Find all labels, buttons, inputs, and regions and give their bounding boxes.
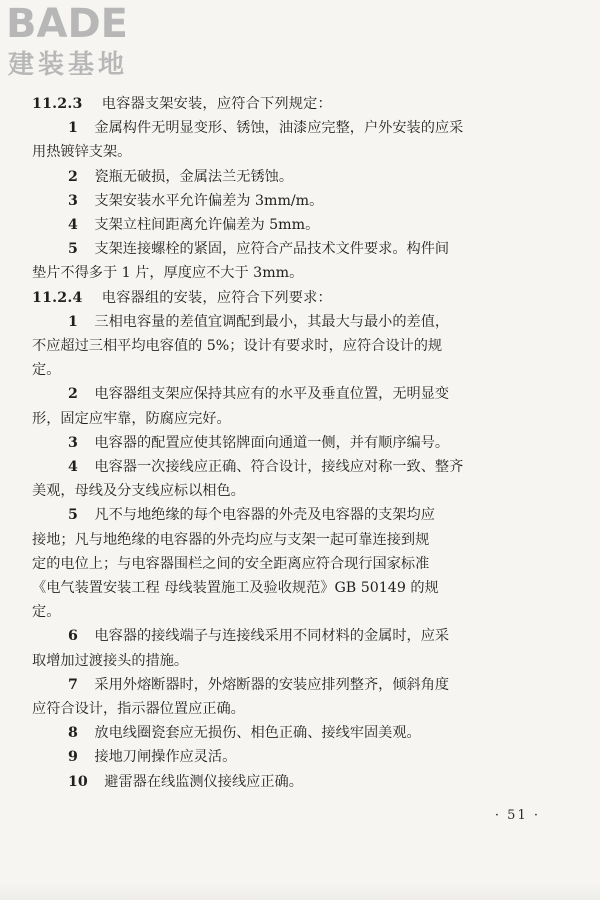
section-11-2-4 [32, 286, 568, 794]
clause-text: 凡不与地绝缘的每个电容器的外壳及电容器的支架均应 [94, 507, 435, 524]
clause-text: 避雷器在线监测仪接线应正确。 [104, 773, 303, 790]
document-body [32, 92, 568, 794]
clause-5 [32, 237, 568, 261]
clause-1 [32, 116, 568, 140]
clause-text: 采用外熔断器时，外熔断器的安装应排列整齐，倾斜角度 [94, 676, 450, 693]
section-number: 11.2.3 [32, 96, 83, 112]
clause-continuation: 取增加过渡接头的措施。 [32, 652, 189, 669]
clause-2 [32, 165, 568, 189]
clause-number: 6 [68, 628, 78, 645]
clause-text: 电容器组支架应保持其应有的水平及垂直位置，无明显变 [94, 386, 450, 403]
clause-text: 接地刀闸操作应灵活。 [94, 749, 237, 766]
clause-6 [32, 624, 568, 648]
section-number: 11.2.4 [32, 289, 83, 306]
clause-text: 电容器一次接线应正确、符合设计，接线应对称一致、整齐 [94, 459, 464, 476]
clause-number: 4 [68, 459, 78, 476]
clause-text: 放电线圈瓷套应无损伤、相色正确、接线牢固美观。 [94, 725, 421, 742]
clause-continuation: 《电气装置安装工程 母线装置施工及验收规范》GB 50149 的规 [32, 580, 439, 597]
section-11-2-3 [32, 92, 568, 286]
clause-continuation: 美观，母线及分支线应标以相色。 [32, 483, 245, 500]
clause-text: 电容器的配置应使其铭牌面向通道一侧，并有顺序编号。 [94, 434, 450, 451]
clause-number: 9 [68, 749, 78, 766]
clause-text: 支架连接螺栓的紧固，应符合产品技术文件要求。构件间 [94, 241, 450, 258]
clause-7 [32, 673, 568, 697]
logo-brand: BADE [6, 1, 128, 47]
clause-continuation: 应符合设计，指示器位置应正确。 [32, 701, 245, 718]
clause-number: 7 [68, 676, 78, 693]
clause-text: 三相电容量的差值宜调配到最小，其最大与最小的差值， [94, 313, 450, 330]
clause-number: 8 [68, 725, 78, 742]
clause-number: 3 [68, 434, 78, 451]
clause-continuation: 形，固定应牢靠，防腐应完好。 [32, 410, 231, 427]
clause-1 [32, 310, 568, 334]
logo-subtitle: 建装基地 [8, 50, 129, 80]
watermark-logo [6, 1, 178, 82]
clause-continuation: 垫片不得多于 1 片，厚度应不大于 3mm。 [32, 265, 304, 282]
clause-3 [32, 431, 568, 455]
clause-9 [32, 745, 568, 769]
clause-continuation: 定。 [32, 604, 61, 621]
section-title: 电容器支架安装，应符合下列规定： [101, 96, 332, 112]
clause-number: 2 [68, 168, 78, 185]
clause-number: 5 [68, 507, 78, 524]
section-heading [32, 286, 568, 310]
clause-2 [32, 382, 568, 406]
clause-text: 支架安装水平允许偏差为 3mm/m。 [94, 192, 324, 209]
scan-shadow [0, 882, 600, 900]
clause-number: 10 [68, 773, 88, 790]
clause-text: 瓷瓶无破损，金属法兰无锈蚀。 [94, 168, 294, 185]
clause-number: 1 [68, 313, 78, 330]
clause-4 [32, 455, 568, 479]
clause-text: 支架立柱间距离允许偏差为 5mm。 [94, 217, 320, 234]
clause-continuation: 定。 [32, 362, 61, 379]
clause-text: 电容器的接线端子与连接线采用不同材料的金属时，应采 [94, 628, 450, 645]
clause-3 [32, 189, 568, 213]
page-number: · 51 · [494, 808, 540, 823]
clause-number: 2 [68, 386, 78, 403]
clause-continuation: 定的电位上；与电容器围栏之间的安全距离应符合现行国家标准 [32, 555, 430, 572]
clause-number: 5 [68, 241, 78, 258]
clause-number: 3 [68, 192, 78, 209]
clause-10 [32, 770, 568, 794]
clause-text: 金属构件无明显变形、锈蚀，油漆应完整，户外安装的应采 [94, 120, 464, 137]
clause-5 [32, 503, 568, 527]
section-title: 电容器组的安装，应符合下列要求： [101, 289, 332, 306]
clause-8 [32, 721, 568, 745]
clause-continuation: 用热镀锌支架。 [32, 144, 132, 161]
clause-continuation: 不应超过三相平均电容值的 5%；设计有要求时，应符合设计的规 [32, 338, 443, 355]
clause-number: 4 [68, 217, 78, 234]
clause-number: 1 [68, 120, 78, 137]
section-heading [32, 92, 568, 116]
clause-4 [32, 213, 568, 237]
clause-continuation: 接地；凡与地绝缘的电容器的外壳均应与支架一起可靠连接到规 [32, 531, 430, 548]
